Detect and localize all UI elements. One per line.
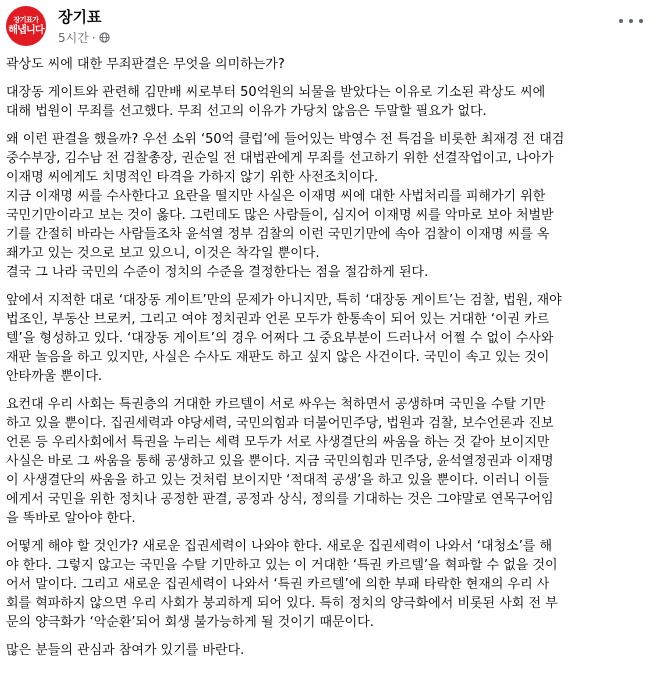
paragraph-3: 앞에서 지적한 대로 ‘대장동 게이트’만의 문제가 아니지만, 특히 ‘대장동 게이트’는 검찰, 법원, 재야 법조인, 부동산 브로커, 그리고 여야 정치권과 언론 모두가 한통속이 되어 있는 거대한 ‘이권 카르 텔’을 형성하고 있다. ‘대장동 게이트’의 경우 어쩌다 그 중요부분이 드러나서 어쩔 수 없이 수사와 재판 놀음을 하고 있지만, 사실은 수사도 재판도 하고 싶지 않은 사건이다. 국민이 속고 있는 것이 안타까울 뿐이다. <box>6 293 562 384</box>
dot <box>619 19 623 23</box>
paragraph-1: 대장동 게이트와 관련해 김만배 씨로부터 50억원의 뇌물을 받았다는 이유로 기소된 곽상도 씨에 대해 법원이 무죄를 선고했다. 무죄 선고의 이유가 가당치 않음은 두말할 필요가 없다. <box>6 85 546 119</box>
avatar[interactable] <box>6 6 46 46</box>
meta-separator: · <box>91 30 96 45</box>
author-name[interactable]: 장기표 <box>58 8 102 26</box>
more-options-icon[interactable] <box>619 14 643 28</box>
globe-icon[interactable] <box>99 32 110 43</box>
post-meta <box>58 29 110 46</box>
avatar-text-bottom: 해냅니다 <box>8 24 44 36</box>
dot <box>629 19 633 23</box>
paragraph-5: 어떻게 해야 할 것인가? 새로운 집권세력이 나와야 한다. 새로운 집권세력이 나와서 ‘대청소’를 해 야 한다. 그렇지 않고는 국민을 수탈 기만하고 있는 이 거대한 ‘특권 카르텔’을 혁파할 수 없을 것이 어서 말이다. 그리고 새로운 집권세력이 나와서 ‘특권 카르텔’에 의한 부패 타락한 현재의 우리 사 회를 혁파하지 않으면 우리 사회가 붕괴하게 되어 있다. 특히 정치의 양극화에서 비롯된 사회 전 부 문의 양극화가 ‘악순환’되어 회생 불가능하게 될 것이기 때문이다. <box>6 539 558 630</box>
post-body <box>6 55 652 660</box>
avatar-text-top: 장기표가 <box>13 15 39 24</box>
post-header <box>0 0 659 54</box>
post-title: 곽상도 씨에 대한 무죄판결은 무엇을 의미하는가? <box>6 57 285 72</box>
post-time[interactable]: 5시간 <box>58 31 89 45</box>
paragraph-2: 왜 이런 판결을 했을까? 우선 소위 ‘50억 클럽’에 들어있는 박영수 전 특검을 비롯한 최재경 전 대검 중수부장, 김수남 전 검찰총장, 권순일 전 대법관에게 무죄를 선고하기 위한 선결작업이고, 나아가 이재명 씨에게도 치명적인 타격을 가하지 않기 위한 사전조치이다. 지금 이재명 씨를 수사한다고 요란을 떨지만 사실은 이재명 씨에 대한 사법처리를 피해가기 위한 국민기만이라고 보는 것이 옳다. 그런데도 많은 사람들이, 심지어 이재명 씨를 악마로 보아 처벌받 기를 간절히 바라는 사람들조차 윤석열 정부 검찰의 이런 국민기만에 속아 검찰이 이재명 씨를 옥 좨가고 있는 것으로 보고 있으니, 이것은 착각일 뿐이다. 결국 그 나라 국민의 수준이 정치의 수준을 결정한다는 점을 절감하게 된다. <box>6 132 565 280</box>
dot <box>639 19 643 23</box>
paragraph-6: 많은 분들의 관심과 참여가 있기를 바란다. <box>6 643 245 658</box>
paragraph-4: 요컨대 우리 사회는 특권층의 거대한 카르텔이 서로 싸우는 척하면서 공생하며 국민을 수탈 기만 하고 있을 뿐이다. 집권세력과 야당세력, 국민의힘과 더불어민주당, 법원과 검찰, 보수언론과 진보 언론 등 우리사회에서 특권을 누리는 세력 모두가 서로 사생결단의 싸움을 하는 것 같아 보이지만 사실은 바로 그 싸움을 통해 공생하고 있을 뿐이다. 지금 국민의힘과 민주당, 윤석열정권과 이재명 이 사생결단의 싸움을 하고 있는 것처럼 보이지만 ‘적대적 공생’을 하고 있을 뿐이다. 이러니 이들 에게서 국민을 위한 정치나 공정한 판결, 공정과 상식, 정의를 기대하는 것은 그야말로 연목구어임 을 똑바로 알아야 한다. <box>6 397 554 526</box>
